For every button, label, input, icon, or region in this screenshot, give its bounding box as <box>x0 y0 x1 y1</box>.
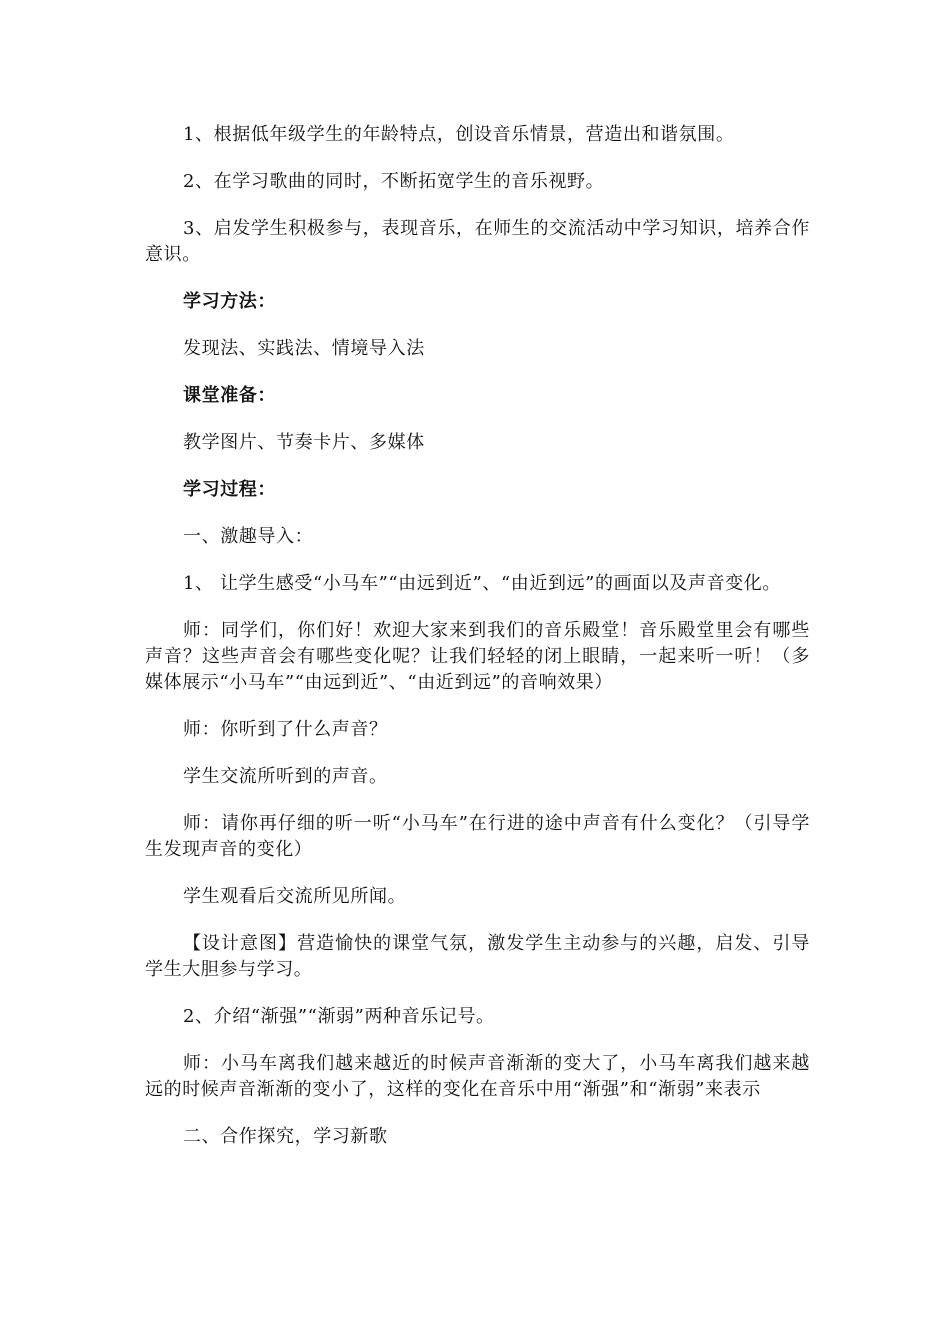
student-exchange-text: 学生交流所听到的声音。 <box>183 766 388 787</box>
heading-learning-methods: 学习方法： <box>183 291 276 312</box>
heading-learning-process: 学习过程： <box>183 479 276 500</box>
objective-3: 3、启发学生积极参与，表现音乐，在师生的交流活动中学习知识，培养合作意识。 <box>145 218 810 265</box>
step-2-text: 2、介绍“渐强”“渐弱”两种音乐记号。 <box>183 1006 495 1027</box>
document-body <box>145 122 810 1171</box>
student-observe-text: 学生观看后交流所见所闻。 <box>183 886 407 907</box>
objective-2: 2、在学习歌曲的同时，不断拓宽学生的音乐视野。 <box>183 171 605 192</box>
design-intent-text: 【设计意图】营造愉快的课堂气氛，激发学生主动参与的兴趣，启发、引导学生大胆参与学习。 <box>145 933 810 980</box>
section-cooperation-heading: 二、合作探究，学习新歌 <box>183 1126 388 1147</box>
class-preparation-text: 教学图片、节奏卡片、多媒体 <box>183 432 425 453</box>
learning-methods-text: 发现法、实践法、情境导入法 <box>183 338 425 359</box>
section-intro-heading: 一、激趣导入： <box>183 526 314 547</box>
teacher-listen-again-text: 师：请你再仔细的听一听“小马车”在行进的途中声音有什么变化？（引导学生发现声音的变化） <box>145 813 810 860</box>
objective-1: 1、根据低年级学生的年龄特点，创设音乐情景，营造出和谐氛围。 <box>183 124 735 145</box>
teacher-question-text: 师：你听到了什么声音？ <box>183 719 388 740</box>
step-1-text: 1、 让学生感受“小马车”“由远到近”、“由近到远”的画面以及声音变化。 <box>183 573 781 594</box>
teacher-greeting-text: 师：同学们，你们好！欢迎大家来到我们的音乐殿堂！音乐殿堂里会有哪些声音？这些声音会有哪些变化呢？让我们轻轻的闭上眼睛，一起来听一听！（多媒体展示“小马车”“由远到近”、“由近到远”的音响效果） <box>145 620 810 693</box>
heading-class-preparation: 课堂准备： <box>183 385 276 406</box>
teacher-explain-dynamics-text: 师：小马车离我们越来越近的时候声音渐渐的变大了，小马车离我们越来越远的时候声音渐渐的变小了，这样的变化在音乐中用“渐强”和“渐弱”来表示 <box>145 1053 810 1100</box>
